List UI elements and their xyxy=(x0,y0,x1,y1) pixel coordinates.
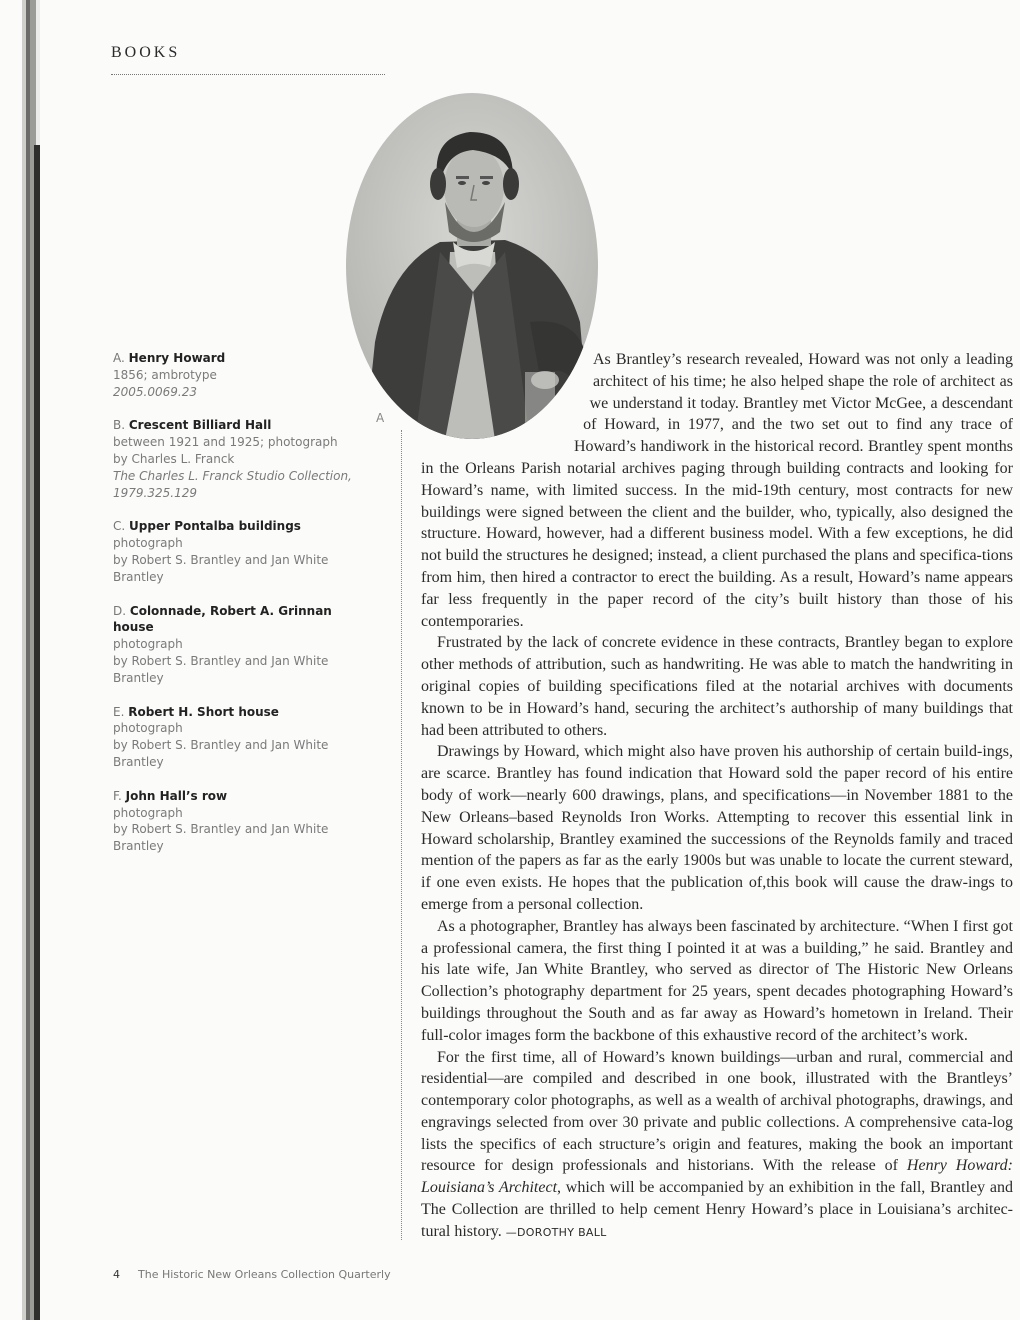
caption-line: Brantley xyxy=(113,569,164,584)
caption-letter: A. xyxy=(113,351,125,365)
caption-line: 1856; ambrotype xyxy=(113,367,217,382)
scan-edge-shadow xyxy=(34,145,40,1320)
caption-collection: The Charles L. Franck Studio Collection, xyxy=(113,468,352,483)
caption-a xyxy=(113,350,353,400)
caption-line: 1979.325.129 xyxy=(113,485,197,500)
caption-line: Brantley xyxy=(113,754,164,769)
section-divider xyxy=(111,74,385,75)
caption-line: by Robert S. Brantley and Jan White xyxy=(113,738,329,753)
article-paragraph: Frustrated by the lack of concrete evidence in these contracts, Brantley began to explore other methods of attribution, such as handwriting. He was able to match the handwriting in original copies of building specifications filed at the notarial archives with documents known to be in Howard’s hand, securing the architect’s authorship of many buildings that had been attributed to others. xyxy=(421,634,1013,739)
caption-line: by Robert S. Brantley and Jan White xyxy=(113,822,329,837)
caption-line: photograph xyxy=(113,637,183,652)
article-text: , which will be accompanied by an exhibition in the fall, Brantley and The Collection are thrilled to help cement Henry Howard’s place in Louisiana’s architec-tural history. xyxy=(421,1179,1013,1240)
article-text: For the first time, all of Howard’s known buildings—urban and rural, commercial and residential—are compiled and described in one book, illustrated with the Brantleys’ contemporary color photographs, as well as a wealth of archival photographs, drawings, and engravings selected from over 30 private and public collections. A comprehensive cata-log lists the specifics of each structure’s origin and features, making the book an important resource for design professionals and historians. With the release of xyxy=(421,1048,1013,1175)
caption-title: John Hall’s row xyxy=(125,788,228,803)
page-footer xyxy=(113,1268,391,1281)
caption-title: Crescent Billiard Hall xyxy=(128,418,272,433)
article-paragraph xyxy=(421,1047,1013,1244)
caption-title: Henry Howard xyxy=(128,351,226,365)
caption-line: 2005.0069.23 xyxy=(113,384,197,399)
book-title: Henry Howard: Louisiana’s Architect xyxy=(421,1157,1013,1197)
caption-title: Robert H. Short house xyxy=(128,704,279,719)
caption-line: Brantley xyxy=(113,670,164,685)
caption-letter: E. xyxy=(113,704,125,719)
caption-letter: F. xyxy=(113,788,122,803)
caption-title: Colonnade, Robert A. Grinnan house xyxy=(113,603,332,635)
caption-letter: C. xyxy=(113,519,126,534)
caption-line: between 1921 and 1925; photograph xyxy=(113,435,338,450)
caption-line: Brantley xyxy=(113,839,164,854)
caption-c xyxy=(113,518,353,585)
caption-list xyxy=(113,350,353,872)
caption-title: Upper Pontalba buildings xyxy=(129,519,301,534)
caption-line: photograph xyxy=(113,721,183,736)
publication-name: The Historic New Orleans Collection Quarterly xyxy=(138,1268,391,1281)
caption-line: photograph xyxy=(113,805,183,820)
caption-line: by Robert S. Brantley and Jan White xyxy=(113,552,329,567)
caption-b xyxy=(113,417,353,501)
text-wrap-spacer xyxy=(421,349,593,447)
caption-d xyxy=(113,603,353,687)
caption-line: by Charles L. Franck xyxy=(113,451,235,466)
caption-e xyxy=(113,704,353,771)
column-divider xyxy=(401,430,402,1240)
article-paragraph: As Brantley’s research revealed, Howard was not only a leading architect of his time; he also helped shape the role of architect as we understand it today. Brantley met Victor McGee, a descendant of Howard, in 1977, and the two set out to find any trace of Howard’s handiwork in the historical record. Brantley spent months in the Orleans Parish notarial archives paging through building contracts and looking for Howard’s name, with limited success. In the mid-19th century, most contracts for new buildings were signed between the client and the builder, who, typically, also designed the structure. Howard, however, had a different business model. With a few exceptions, he did not build the structures he designed; instead, a client purchased the plans and specifica-tions from him, then hired a contractor to erect the building. As a result, Howard’s name appears far less frequently in the paper record of the city’s built history than those of his contemporaries. xyxy=(421,351,1013,630)
article-paragraph: As a photographer, Brantley has always been fascinated by architecture. “When I first got a professional camera, the first thing I pointed it at was a building,” he said. Brantley and his late wife, Jan White Brantley, who served as director of The Historic New Orleans Collection’s photography department for 25 years, spent decades photographing Howard’s buildings throughout the South and as far away as Howard’s hometown in Ireland. Their full-color images form the backbone of this exhaustive record of the architect’s work. xyxy=(421,917,1013,1044)
page-number: 4 xyxy=(113,1268,120,1281)
article-paragraph: Drawings by Howard, which might also have proven his authorship of certain build-ings, are scarce. Brantley has found indication that Howard sold the paper record of his entire body of work—nearly 600 drawings, plans, and specifications—in November 1881 to the New Orleans–based Reynolds Iron Works. Attempting to recover this essential link in Howard scholarship, Brantley examined the successions of the Reynolds family and traced mention of the papers as far as the early 1900s but was unable to locate the current steward, if one even exists. He hopes that the publication of,this book will cause the draw-ings to emerge from a personal collection. xyxy=(421,743,1013,913)
article-body xyxy=(421,349,1013,1244)
author-signature: —DOROTHY BALL xyxy=(505,1225,607,1239)
caption-letter: D. xyxy=(113,603,127,618)
caption-line: by Robert S. Brantley and Jan White xyxy=(113,653,329,668)
section-title: BOOKS xyxy=(111,44,181,61)
caption-letter: B. xyxy=(113,418,126,433)
caption-line: photograph xyxy=(113,536,183,551)
caption-f xyxy=(113,788,353,855)
figure-letter: A xyxy=(376,411,385,425)
